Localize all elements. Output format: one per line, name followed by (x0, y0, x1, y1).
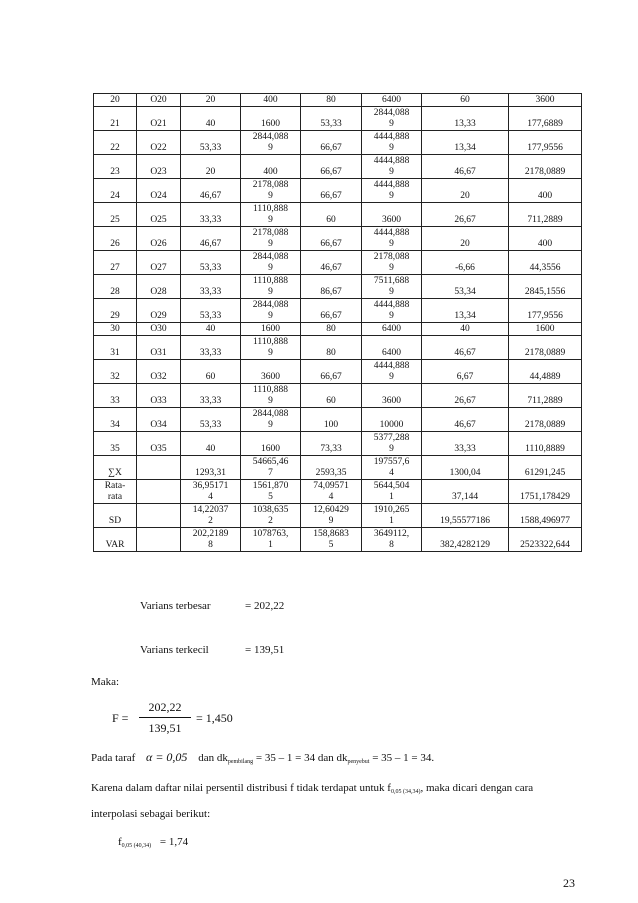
table-cell: 12,60429 9 (301, 504, 362, 528)
table-cell: 60 (181, 360, 241, 384)
table-cell: 32 (94, 360, 137, 384)
table-row (94, 336, 582, 360)
table-cell: 6,67 (422, 360, 509, 384)
table-cell: ∑X (94, 456, 137, 480)
f-value: = 1,74 (159, 836, 189, 848)
table-cell: 46,67 (422, 155, 509, 179)
karena-sub: 0,05 (34,34) (390, 789, 421, 795)
table-cell: 74,09571 4 (301, 480, 362, 504)
table-cell: 400 (509, 179, 582, 203)
table-row (94, 384, 582, 408)
f-sub: 0,05 (40,34) (121, 843, 152, 849)
table-cell: 2844,088 9 (241, 408, 301, 432)
table-cell: 2178,088 9 (241, 227, 301, 251)
table-cell: O23 (137, 155, 181, 179)
table-cell: 2523322,644 (509, 528, 582, 552)
table-cell: 1038,635 2 (241, 504, 301, 528)
table-cell: 3600 (241, 360, 301, 384)
table-cell: 33,33 (181, 336, 241, 360)
table-cell: 1600 (241, 107, 301, 131)
table-cell: 22 (94, 131, 137, 155)
varians-terbesar-label: Varians terbesar (140, 600, 211, 612)
table-cell: 66,67 (301, 179, 362, 203)
table-cell: 4444,888 9 (362, 360, 422, 384)
pada-taraf-prefix: Pada taraf (91, 752, 136, 764)
table-cell: 44,4889 (509, 360, 582, 384)
table-cell: 20 (181, 155, 241, 179)
table-cell: 2178,0889 (509, 155, 582, 179)
table-cell: 177,9556 (509, 299, 582, 323)
table-cell: 29 (94, 299, 137, 323)
table-cell: 4444,888 9 (362, 299, 422, 323)
table-cell: 4444,888 9 (362, 227, 422, 251)
table-cell: 1300,04 (422, 456, 509, 480)
formula-denominator: 139,51 (148, 721, 182, 735)
table-cell: 1110,888 9 (241, 203, 301, 227)
pada-taraf-end: = 35 – 1 = 34. (372, 752, 435, 764)
table-row (94, 408, 582, 432)
table-cell: 13,34 (422, 131, 509, 155)
table-cell: 400 (241, 155, 301, 179)
table-cell (137, 528, 181, 552)
table-cell: 86,67 (301, 275, 362, 299)
table-cell: 20 (94, 94, 137, 107)
table-cell (137, 480, 181, 504)
table-cell: 33,33 (181, 275, 241, 299)
table-cell: 1600 (509, 323, 582, 336)
table-cell: O22 (137, 131, 181, 155)
table-cell: 7511,688 9 (362, 275, 422, 299)
table-cell: 23 (94, 155, 137, 179)
table-cell: O26 (137, 227, 181, 251)
table-cell: O24 (137, 179, 181, 203)
table-cell: 31 (94, 336, 137, 360)
table-row (94, 203, 582, 227)
table-cell: 20 (422, 227, 509, 251)
table-cell: O20 (137, 94, 181, 107)
table-cell: 60 (301, 203, 362, 227)
varians-terkecil-value: = 139,51 (245, 644, 285, 656)
table-cell: 66,67 (301, 360, 362, 384)
table-cell: 33,33 (422, 432, 509, 456)
table-cell: 26,67 (422, 203, 509, 227)
table-cell: 1910,265 1 (362, 504, 422, 528)
table-cell: 3600 (362, 384, 422, 408)
table-cell: 66,67 (301, 227, 362, 251)
table-cell: 80 (301, 323, 362, 336)
table-cell: O32 (137, 360, 181, 384)
table-cell: 46,67 (422, 336, 509, 360)
table-row (94, 275, 582, 299)
table-cell: 4444,888 9 (362, 131, 422, 155)
table-cell: 2845,1556 (509, 275, 582, 299)
table-cell: 35 (94, 432, 137, 456)
table-cell: 197557,6 4 (362, 456, 422, 480)
table-cell: 6400 (362, 94, 422, 107)
table-row (94, 432, 582, 456)
table-cell: 400 (509, 227, 582, 251)
table-row (94, 107, 582, 131)
table-cell: 2178,0889 (509, 336, 582, 360)
statistics-table (93, 93, 582, 552)
karena-text-a: Karena dalam daftar nilai persentil distribusi f tidak terdapat untuk f (91, 782, 391, 794)
table-cell: 6400 (362, 336, 422, 360)
table-cell: O29 (137, 299, 181, 323)
table-cell: 1293,31 (181, 456, 241, 480)
table-cell: 382,4282129 (422, 528, 509, 552)
table-cell: 2844,088 9 (241, 251, 301, 275)
table-cell: 1600 (241, 323, 301, 336)
pada-taraf-mid: = 35 – 1 = 34 dan dk (255, 752, 348, 764)
sub-pembilang: pembilang (227, 759, 254, 765)
table-cell: 53,33 (181, 251, 241, 275)
table-cell: 3600 (362, 203, 422, 227)
table-cell: 1561,870 5 (241, 480, 301, 504)
f-symbol: f (118, 836, 122, 848)
table-cell: 5377,288 9 (362, 432, 422, 456)
table-cell: 80 (301, 336, 362, 360)
table-row (94, 131, 582, 155)
table-cell: 33,33 (181, 384, 241, 408)
table-cell: 1588,496977 (509, 504, 582, 528)
table-cell: 1751,178429 (509, 480, 582, 504)
table-cell: 177,9556 (509, 131, 582, 155)
fraction-bar (139, 717, 191, 718)
table-cell: 2593,35 (301, 456, 362, 480)
table-cell: 158,8683 5 (301, 528, 362, 552)
table-cell: -6,66 (422, 251, 509, 275)
table-cell: 28 (94, 275, 137, 299)
table-cell: VAR (94, 528, 137, 552)
page-number: 23 (563, 876, 575, 890)
table-cell: 36,95171 4 (181, 480, 241, 504)
table-cell: 3600 (509, 94, 582, 107)
table-cell: 40 (181, 107, 241, 131)
table-cell: 711,2889 (509, 203, 582, 227)
table-cell: O31 (137, 336, 181, 360)
table-cell: SD (94, 504, 137, 528)
table-cell: 21 (94, 107, 137, 131)
table-cell: 20 (181, 94, 241, 107)
table-cell: 33 (94, 384, 137, 408)
table-cell: 73,33 (301, 432, 362, 456)
table-row (94, 360, 582, 384)
table-cell: 14,22037 2 (181, 504, 241, 528)
sub-penyebut: penyebut (347, 759, 370, 765)
table-cell: 1600 (241, 432, 301, 456)
f-formula (112, 700, 272, 740)
dan-dk-text: dan dk (198, 752, 228, 764)
table-cell: 25 (94, 203, 137, 227)
formula-lhs: F = (112, 711, 129, 725)
maka-label: Maka: (91, 676, 120, 688)
table-cell: O21 (137, 107, 181, 131)
table-cell: 6400 (362, 323, 422, 336)
table-cell: 26 (94, 227, 137, 251)
table-cell: 60 (301, 384, 362, 408)
karena-text-b: , maka dicari dengan cara (420, 782, 534, 794)
table-cell: O27 (137, 251, 181, 275)
table-cell: 711,2889 (509, 384, 582, 408)
table-row (94, 456, 582, 480)
table-cell: 46,67 (422, 408, 509, 432)
table-cell: 66,67 (301, 131, 362, 155)
formula-result: = 1,450 (196, 711, 233, 725)
table-cell: O25 (137, 203, 181, 227)
table-cell: 400 (241, 94, 301, 107)
table-cell: 46,67 (181, 227, 241, 251)
table-cell: 60 (422, 94, 509, 107)
table-row (94, 179, 582, 203)
alpha-expression: α = 0,05 (146, 750, 188, 764)
table-cell: 27 (94, 251, 137, 275)
table-cell: 3649112, 8 (362, 528, 422, 552)
f-value-line (118, 836, 188, 849)
table-row (94, 299, 582, 323)
table-cell: 34 (94, 408, 137, 432)
table-cell: 61291,245 (509, 456, 582, 480)
table-cell: 177,6889 (509, 107, 582, 131)
table-cell: Rata- rata (94, 480, 137, 504)
table-cell: 30 (94, 323, 137, 336)
table-cell: 100 (301, 408, 362, 432)
table-cell: 1110,888 9 (241, 384, 301, 408)
table-cell: O34 (137, 408, 181, 432)
table-cell: 5644,504 1 (362, 480, 422, 504)
table-cell: O33 (137, 384, 181, 408)
table-cell: 20 (422, 179, 509, 203)
table-cell: 53,33 (181, 408, 241, 432)
table-cell: 10000 (362, 408, 422, 432)
table-row (94, 94, 582, 107)
karena-line-1 (91, 782, 533, 795)
table-cell: 40 (422, 323, 509, 336)
pada-taraf-line (91, 750, 434, 765)
table-cell: 13,34 (422, 299, 509, 323)
table-cell: 40 (181, 432, 241, 456)
table-cell: 202,2189 8 (181, 528, 241, 552)
table-row (94, 504, 582, 528)
table-cell: 53,33 (301, 107, 362, 131)
table-cell: O35 (137, 432, 181, 456)
table-cell: 2844,088 9 (241, 299, 301, 323)
varians-terkecil-label: Varians terkecil (140, 644, 209, 656)
table-cell: 26,67 (422, 384, 509, 408)
table-cell: 44,3556 (509, 251, 582, 275)
table-cell: 53,33 (181, 131, 241, 155)
table-cell: 46,67 (181, 179, 241, 203)
table-cell: 24 (94, 179, 137, 203)
table-cell: 54665,46 7 (241, 456, 301, 480)
table-cell: 2178,088 9 (362, 251, 422, 275)
table-cell: 66,67 (301, 155, 362, 179)
table-cell: 13,33 (422, 107, 509, 131)
table-row (94, 480, 582, 504)
table-cell: 1078763, 1 (241, 528, 301, 552)
table-cell: 46,67 (301, 251, 362, 275)
table-cell: 53,33 (181, 299, 241, 323)
table-cell (137, 456, 181, 480)
table-row (94, 155, 582, 179)
table-cell: 19,55577186 (422, 504, 509, 528)
table-cell: 4444,888 9 (362, 179, 422, 203)
table-cell: 40 (181, 323, 241, 336)
table-cell: 1110,8889 (509, 432, 582, 456)
table-cell: O28 (137, 275, 181, 299)
table-cell: 66,67 (301, 299, 362, 323)
table-cell (137, 504, 181, 528)
table-cell: 2178,0889 (509, 408, 582, 432)
table-cell: O30 (137, 323, 181, 336)
table-row (94, 251, 582, 275)
table-cell: 1110,888 9 (241, 336, 301, 360)
table-cell: 1110,888 9 (241, 275, 301, 299)
table-cell: 80 (301, 94, 362, 107)
table-cell: 2844,088 9 (241, 131, 301, 155)
table-cell: 37,144 (422, 480, 509, 504)
varians-terbesar-value: = 202,22 (245, 600, 285, 612)
formula-numerator: 202,22 (148, 700, 182, 714)
table-cell: 2844,088 9 (362, 107, 422, 131)
table-cell: 53,34 (422, 275, 509, 299)
table-cell: 33,33 (181, 203, 241, 227)
karena-line-2: interpolasi sebagai berikut: (91, 808, 211, 820)
table-row (94, 227, 582, 251)
table-row (94, 528, 582, 552)
table-cell: 2178,088 9 (241, 179, 301, 203)
table-row (94, 323, 582, 336)
table-cell: 4444,888 9 (362, 155, 422, 179)
